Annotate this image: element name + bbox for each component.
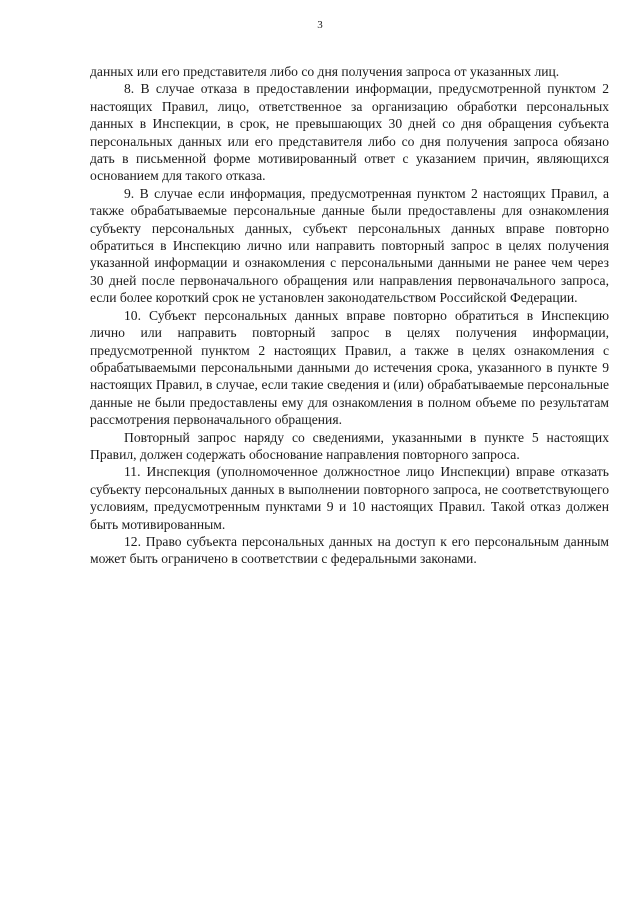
paragraph-item-8: 8. В случае отказа в предоставлении информации, предусмотренной пунктом 2 настоящих Правил, лицо, ответственное за организацию обработки персональных данных в Инспекции, в срок, не превышающих 30 дней со дня обращения субъекта персональных данных или его представителя либо со дня получения запроса обязано дать в письменной форме мотивированный ответ с указанием причин, являющихся основанием для такого отказа. xyxy=(90,81,609,184)
paragraph-continuation: данных или его представителя либо со дня получения запроса от указанных лиц. xyxy=(90,64,560,79)
paragraph-item-11: 11. Инспекция (уполномоченное должностное лицо Инспекции) вправе отказать субъекту персональных данных в выполнении повторного запроса, не соответствующего условиям, предусмотренным пунктами 9 и 10 настоящих Правил. Такой отказ должен быть мотивированным. xyxy=(90,464,609,532)
document-body xyxy=(90,63,609,568)
paragraph-item-12: 12. Право субъекта персональных данных на доступ к его персональным данным может быть ограничено в соответствии с федеральными законами. xyxy=(90,533,609,567)
paragraph-item-10: 10. Субъект персональных данных вправе повторно обратиться в Инспекцию лично или направить повторный запрос в целях получения информации, предусмотренной пунктом 2 настоящих Правил, а также в целях ознакомления с обрабатываемыми персональными данными до истечения срока, указанного в пункте 9 настоящих Правил, в случае, если такие сведения и (или) обрабатываемые персональные данные не были предоставлены ему для ознакомления в полном объеме по результатам рассмотрения первоначального обращения. xyxy=(90,307,609,428)
paragraph-item-9: 9. В случае если информация, предусмотренная пунктом 2 настоящих Правил, а также обрабатываемые персональные данные были предоставлены для ознакомления субъекту персональных данных, субъект персональных данных вправе повторно обратиться в Инспекцию лично или направить повторный запрос в целях получения указанной информации и ознакомления с персональными данными не ранее чем через 30 дней после первоначального обращения или направления первоначального запроса, если более короткий срок не установлен законодательством Российской Федерации. xyxy=(90,185,609,306)
paragraph-repeat-request: Повторный запрос наряду со сведениями, указанными в пункте 5 настоящих Правил, должен содержать обоснование направления повторного запроса. xyxy=(90,429,609,462)
page-number: 3 xyxy=(317,19,323,31)
